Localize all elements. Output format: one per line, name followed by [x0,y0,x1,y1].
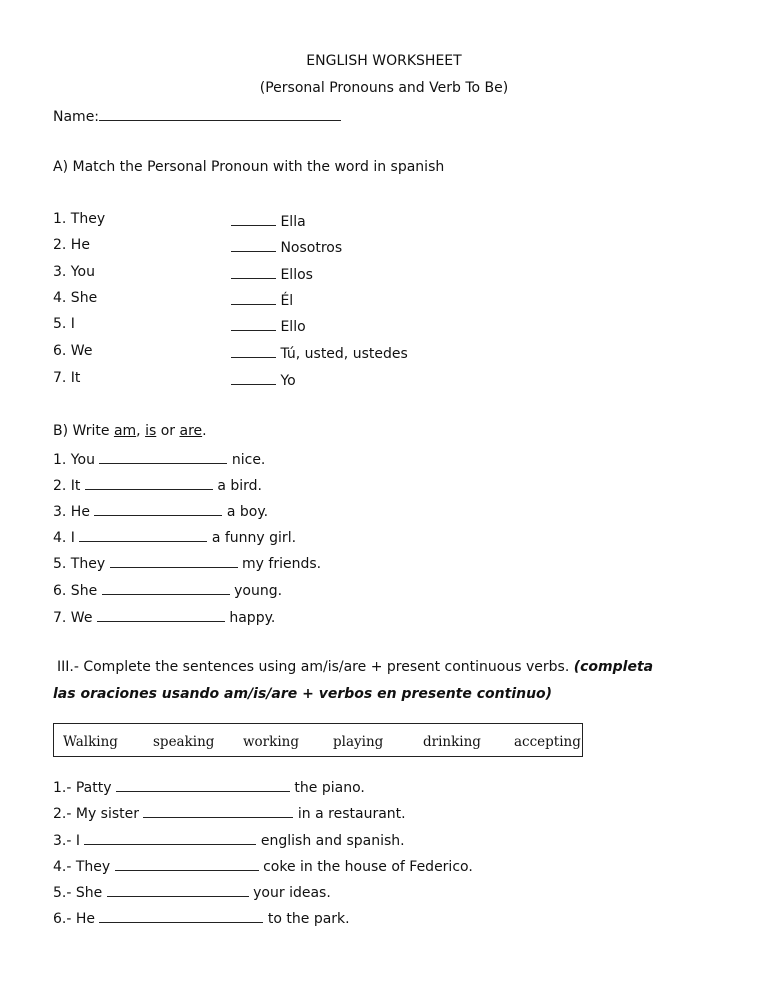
spanish-word: Él [280,293,294,309]
match-blank [231,316,276,331]
section-c-instruction-spanish: las oraciones usando am/is/are + verbos en presente continuo) [53,686,553,702]
section-b-instruction [53,423,207,439]
answer-blank [110,553,238,568]
exercise-b-item [53,501,268,520]
word-bank-item: drinking [423,734,481,750]
exercise-b-item [53,449,265,468]
item-end: a boy. [226,504,269,520]
section-a-instruction: A) Match the Personal Pronoun with the word in spanish [53,159,445,175]
exercise-b-item [53,607,275,626]
item-start: 3. He [53,504,90,520]
spanish-word: Nosotros [280,240,343,256]
match-blank [231,237,276,252]
item-start: 4. I [53,530,75,546]
exercise-c-item [53,777,365,796]
spanish-match-item [231,316,306,335]
word-bank-item: accepting [514,734,581,750]
item-end: english and spanish. [260,833,405,849]
exercise-c-item [53,908,350,927]
item-end: your ideas. [253,885,331,901]
exercise-b-item [53,475,262,494]
option-are: are [179,423,203,439]
pronoun-item: 5. I [53,316,75,332]
option-is: is [145,423,157,439]
item-start: 7. We [53,610,93,626]
spanish-word: Ello [280,319,306,335]
exercise-c-item [53,830,405,849]
item-end: coke in the house of Federico. [263,859,473,875]
spanish-word: Ella [280,214,306,230]
word-bank-item: playing [333,734,384,750]
spanish-match-item [231,343,408,362]
spanish-word: Tú, usted, ustedes [280,346,408,362]
pronoun-item: 2. He [53,237,90,253]
item-start: 6. She [53,583,98,599]
match-blank [231,370,276,385]
match-blank [231,211,276,226]
spanish-word: Ellos [280,267,313,283]
exercise-b-item [53,553,321,572]
item-end: nice. [231,452,266,468]
section-c-instruction [57,659,653,675]
name-field [53,106,341,125]
match-blank [231,290,276,305]
separator: or [156,423,180,439]
separator: , [136,423,146,439]
item-start: 3.- I [53,833,80,849]
pronoun-item: 4. She [53,290,98,306]
pronoun-item: 3. You [53,264,95,280]
instruction-text: B) Write [53,423,114,439]
spanish-match-item [231,237,342,256]
item-start: 1.- Patty [53,780,112,796]
answer-blank [97,607,225,622]
match-blank [231,264,276,279]
item-end: young. [234,583,283,599]
item-start: 1. You [53,452,95,468]
item-end: in a restaurant. [297,806,406,822]
answer-blank [99,908,263,923]
instruction-text: III.- Complete the sentences using am/is/are + present continuous verbs. [57,659,574,675]
answer-blank [102,580,230,595]
item-start: 2.- My sister [53,806,140,822]
item-start: 4.- They [53,859,111,875]
item-end: my friends. [242,556,322,572]
exercise-c-item [53,803,406,822]
exercise-c-item [53,882,331,901]
word-bank-item: Walking [63,734,118,750]
spanish-match-item [231,290,293,309]
spanish-word: Yo [280,373,296,389]
answer-blank [99,449,227,464]
exercise-b-item [53,580,282,599]
item-start: 5. They [53,556,106,572]
item-start: 6.- He [53,911,95,927]
spanish-match-item [231,370,296,389]
name-label: Name: [53,109,100,125]
answer-blank [85,475,213,490]
answer-blank [79,527,207,542]
item-end: the piano. [294,780,365,796]
exercise-c-item [53,856,473,875]
item-end: happy. [229,610,276,626]
pronoun-item: 7. It [53,370,81,386]
word-bank [53,723,583,757]
pronoun-item: 6. We [53,343,93,359]
option-am: am [113,423,137,439]
item-end: to the park. [267,911,350,927]
answer-blank [107,882,249,897]
spanish-match-item [231,264,313,283]
item-end: a funny girl. [211,530,297,546]
instruction-spanish: (completa [573,659,654,675]
word-bank-item: speaking [153,734,215,750]
answer-blank [143,803,293,818]
spanish-match-item [231,211,306,230]
pronoun-item: 1. They [53,211,106,227]
answer-blank [115,856,259,871]
match-blank [231,343,276,358]
item-end: a bird. [217,478,262,494]
word-bank-item: working [243,734,299,750]
name-blank [99,106,341,121]
worksheet-subtitle: (Personal Pronouns and Verb To Be) [259,80,509,96]
item-start: 2. It [53,478,81,494]
answer-blank [94,501,222,516]
item-start: 5.- She [53,885,103,901]
worksheet-title: ENGLISH WORKSHEET [306,53,462,69]
answer-blank [84,830,256,845]
instruction-end: . [202,423,207,439]
exercise-b-item [53,527,296,546]
answer-blank [116,777,290,792]
